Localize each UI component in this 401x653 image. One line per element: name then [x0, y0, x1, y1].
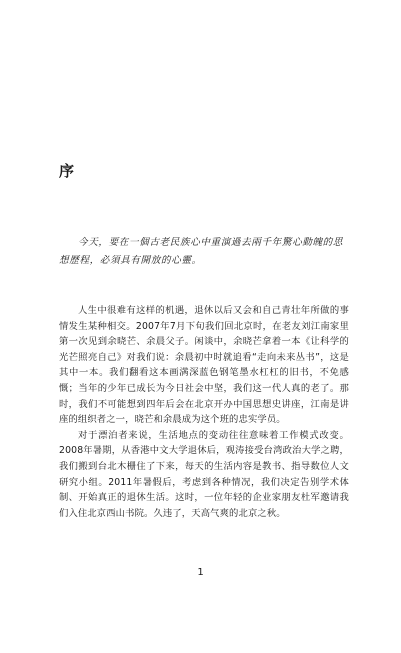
epigraph: 今天，要在一個古老民族心中重演過去兩千年驚心動魄的思想歷程，必須具有開放的心靈。 — [59, 237, 344, 266]
body-text — [59, 303, 349, 521]
paragraph: 对于漂泊者来说，生活地点的变动往往意味着工作模式改变。2008年暑期，从香港中文大学退休后，观涛接受台湾政治大学之聘，我们搬到台北木栅住了下来，每天的生活内容是教书、指导数位人文研究小组。2011年暑假后，考虑到各种情况，我们决定告别学术体制、开始真正的退休生活。这时，一位年轻的企业家朋友杜军邀请我们入住北京西山书院。久违了，天高气爽的北京之秋。 — [59, 429, 349, 519]
page-number: 1 — [197, 567, 204, 578]
paragraph: 人生中很难有这样的机遇，退休以后又会和自己青壮年所做的事情发生某种相交。2007年7月下旬我们回北京时，在老友刘江南家里第一次见到余晓芒、余晨父子。闲谈中，余晓芒拿着一本《让科学的光芒照亮自己》对我们说：余晨初中时就追看“走向未来丛书”，这是其中一本。我们翻看这本画满深蓝色钢笔墨水杠杠的旧书，不免感慨；当年的少年已成长为今日社会中坚，我们这一代人真的老了。那时，我们不可能想到四年后会在北京开办中国思想史讲座，江南是讲座的组织者之一，晓芒和余晨成为这个班的忠实学员。 — [59, 305, 349, 426]
chapter-title: 序 — [59, 162, 76, 180]
